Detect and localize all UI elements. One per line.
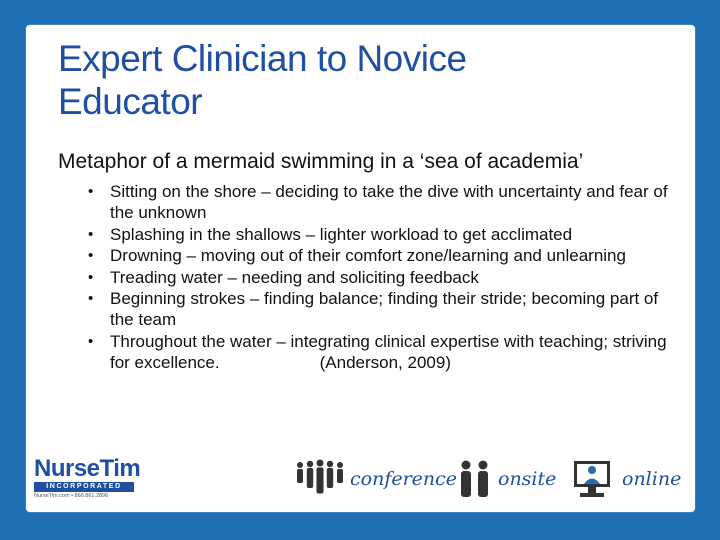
- bullet-item: • Splashing in the shallows – lighter workload to get acclimated: [88, 224, 573, 244]
- onsite-mode: [458, 459, 558, 501]
- bullet-icon: •: [88, 290, 94, 307]
- audience-icon: [294, 459, 346, 501]
- online-mode: [572, 459, 694, 501]
- logo-contact: NurseTim.com • 866.861.2896: [34, 493, 109, 499]
- logo-incorporated: INCORPORATED: [34, 482, 134, 492]
- bullet-icon: •: [88, 268, 94, 286]
- footer: [26, 445, 695, 512]
- nursetim-logo: [34, 456, 142, 506]
- citation: (Anderson, 2009): [319, 352, 451, 372]
- slide: [26, 25, 695, 512]
- computer-user-icon: [572, 459, 612, 501]
- bullet-item: • Throughout the water – integrating clinical expertise with teaching; striving for excellence. (Anderson, 2009): [88, 331, 667, 372]
- bullet-item: • Drowning – moving out of their comfort zone/learning and unlearning: [88, 246, 626, 265]
- bullet-item: • Beginning strokes – finding balance; finding their stride; becoming part of the team: [88, 289, 659, 329]
- title-line-2: Educator: [58, 81, 203, 122]
- bullet-list: [86, 181, 686, 373]
- bullet-icon: •: [88, 247, 94, 264]
- subtitle: Metaphor of a mermaid swimming in a ‘sea of academia’: [58, 150, 584, 173]
- bullet-item: • Sitting on the shore – deciding to take the dive with uncertainty and fear of the unknown: [88, 182, 668, 222]
- people-icon: [458, 459, 492, 501]
- onsite-label: onsite: [498, 468, 557, 490]
- bullet-icon: •: [88, 332, 94, 350]
- logo-name: NurseTim: [34, 455, 141, 482]
- bullet-item: • Treading water – needing and soliciting feedback: [88, 267, 479, 287]
- conference-mode: [294, 459, 458, 501]
- conference-label: conference: [350, 468, 458, 490]
- bullet-icon: •: [88, 225, 94, 243]
- bullet-icon: •: [88, 183, 94, 200]
- title-line-1: Expert Clinician to Novice: [58, 38, 467, 79]
- slide-title: [58, 37, 658, 123]
- online-label: online: [622, 468, 682, 490]
